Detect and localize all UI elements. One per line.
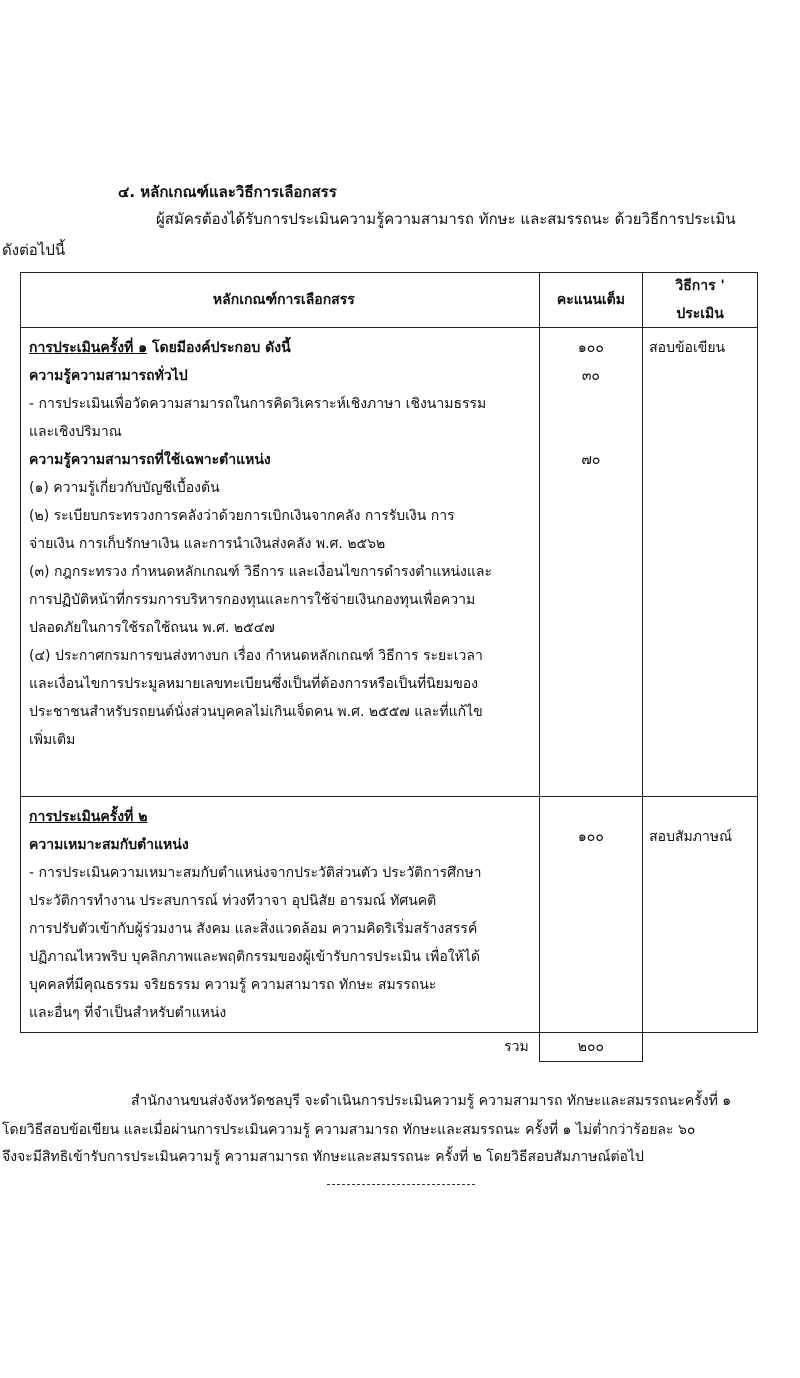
header-criteria: หลักเกณฑ์การเลือกสรร [21, 273, 540, 328]
round2-method [643, 797, 758, 1033]
round2-score [539, 797, 642, 1033]
intro-line-2: ดังต่อไปนี้ [2, 241, 66, 259]
header-score: คะแนนเต็ม [539, 273, 642, 328]
table-row-round2 [21, 797, 758, 1033]
round2-title: การประเมินครั้งที่ ๒ [29, 809, 148, 825]
closing-line-2: โดยวิธีสอบข้อเขียน และเมื่อผ่านการประเมินความรู้ ความสามารถ ทักษะและสมรรถนะ ครั้งที่ ๑ ไม่ต่ำกว่าร้อยละ ๖๐ [2, 1122, 696, 1138]
specific-line: (๔) ประกาศกรมการขนส่งทางบก เรื่อง กำหนดหลักเกณฑ์ วิธีการ ระยะเวลา [29, 648, 483, 664]
specific-line: จ่ายเงิน การเก็บรักษาเงิน และการนำเงินส่งคลัง พ.ศ. ๒๕๖๒ [29, 536, 386, 552]
general-line: และเชิงปริมาณ [29, 424, 122, 440]
round2-criteria [21, 797, 540, 1033]
specific-score: ๗๐ [581, 452, 601, 468]
round1-title-rest: โดยมีองค์ประกอบ ดังนี้ [147, 340, 291, 356]
round2-method-text: สอบสัมภาษณ์ [649, 829, 733, 845]
round1-method [643, 328, 758, 797]
specific-line: ปลอดภัยในการใช้รถใช้ถนน พ.ศ. ๒๕๔๗ [29, 620, 275, 636]
closing-line-1: สำนักงานขนส่งจังหวัดชลบุรี จะดำเนินการประเมินความรู้ ความสามารถ ทักษะและสมรรถนะครั้งที่ ๑ [131, 1093, 732, 1109]
specific-line: ประชาชนสำหรับรถยนต์นั่งส่วนบุคคลไม่เกินเจ็ดคน พ.ศ. ๒๕๕๗ และที่แก้ไข [29, 704, 483, 720]
specific-line: เพิ่มเติม [29, 732, 76, 748]
header-method-line1: วิธีการ ' [675, 278, 725, 294]
table-header-row [21, 273, 758, 328]
round2-line: บุคคลที่มีคุณธรรม จริยธรรม ความรู้ ความสามารถ ทักษะ สมรรถนะ [29, 977, 437, 993]
specific-line: และเงื่อนไขการประมูลหมายเลขทะเบียนซึ่งเป็นที่ต้องการหรือเป็นที่นิยมของ [29, 676, 479, 692]
total-score: ๒๐๐ [539, 1033, 642, 1062]
specific-line: (๓) กฎกระทรวง กำหนดหลักเกณฑ์ วิธีการ และเงื่อนไขการดำรงตำแหน่งและ [29, 564, 493, 580]
closing-line-3: จึงจะมีสิทธิเข้ารับการประเมินความรู้ ความสามารถ ทักษะและสมรรถนะ ครั้งที่ ๒ โดยวิธีสอบสัมภาษณ์ต่อไป [2, 1149, 644, 1165]
header-method-line2: ประเมิน [676, 306, 724, 322]
end-separator [327, 1184, 475, 1185]
round2-line: ปฏิภาณไหวพริบ บุคลิกภาพและพฤติกรรมของผู้เข้ารับการประเมิน เพื่อให้ได้ [29, 949, 480, 965]
specific-title: ความรู้ความสามารถที่ใช้เฉพาะตำแหน่ง [29, 452, 271, 468]
section-heading: ๔. หลักเกณฑ์และวิธีการเลือกสรร [118, 183, 337, 201]
general-title: ความรู้ความสามารถทั่วไป [29, 368, 188, 384]
round2-line: และอื่นๆ ที่จำเป็นสำหรับตำแหน่ง [29, 1005, 227, 1021]
round2-score-text: ๑๐๐ [577, 829, 604, 845]
general-line: - การประเมินเพื่อวัดความสามารถในการคิดวิเคราะห์เชิงภาษา เชิงนามธรรม [29, 396, 487, 412]
selection-criteria-table [20, 272, 758, 1062]
round1-criteria [21, 328, 540, 797]
specific-line: (๑) ความรู้เกี่ยวกับบัญชีเบื้องต้น [29, 480, 220, 496]
specific-line: การปฏิบัติหน้าที่กรรมการบริหารกองทุนและการใช้จ่ายเงินกองทุนเพื่อความ [29, 592, 476, 608]
round1-method-text: สอบข้อเขียน [649, 340, 726, 356]
round2-line: ประวัติการทำงาน ประสบการณ์ ท่วงทีวาจา อุปนิสัย อารมณ์ ทัศนคติ [29, 893, 437, 909]
table-row-round1 [21, 328, 758, 797]
specific-line: (๒) ระเบียบกระทรวงการคลังว่าด้วยการเบิกเงินจากคลัง การรับเงิน การ [29, 508, 455, 524]
round1-score-total: ๑๐๐ [577, 340, 604, 356]
round2-line: การปรับตัวเข้ากับผู้ร่วมงาน สังคม และสิ่งแวดล้อม ความคิดริเริ่มสร้างสรรค์ [29, 921, 478, 937]
header-method [643, 273, 758, 328]
round1-score [539, 328, 642, 797]
intro-line-1: ผู้สมัครต้องได้รับการประเมินความรู้ความสามารถ ทักษะ และสมรรถนะ ด้วยวิธีการประเมิน [156, 210, 736, 228]
general-score: ๓๐ [581, 368, 600, 384]
round2-line: - การประเมินความเหมาะสมกับตำแหน่งจากประวัติส่วนตัว ประวัติการศึกษา [29, 865, 482, 881]
round1-title: การประเมินครั้งที่ ๑ [29, 340, 148, 356]
table-total-row [21, 1033, 758, 1062]
round2-subtitle: ความเหมาะสมกับตำแหน่ง [29, 837, 189, 853]
total-label: รวม [21, 1033, 540, 1062]
